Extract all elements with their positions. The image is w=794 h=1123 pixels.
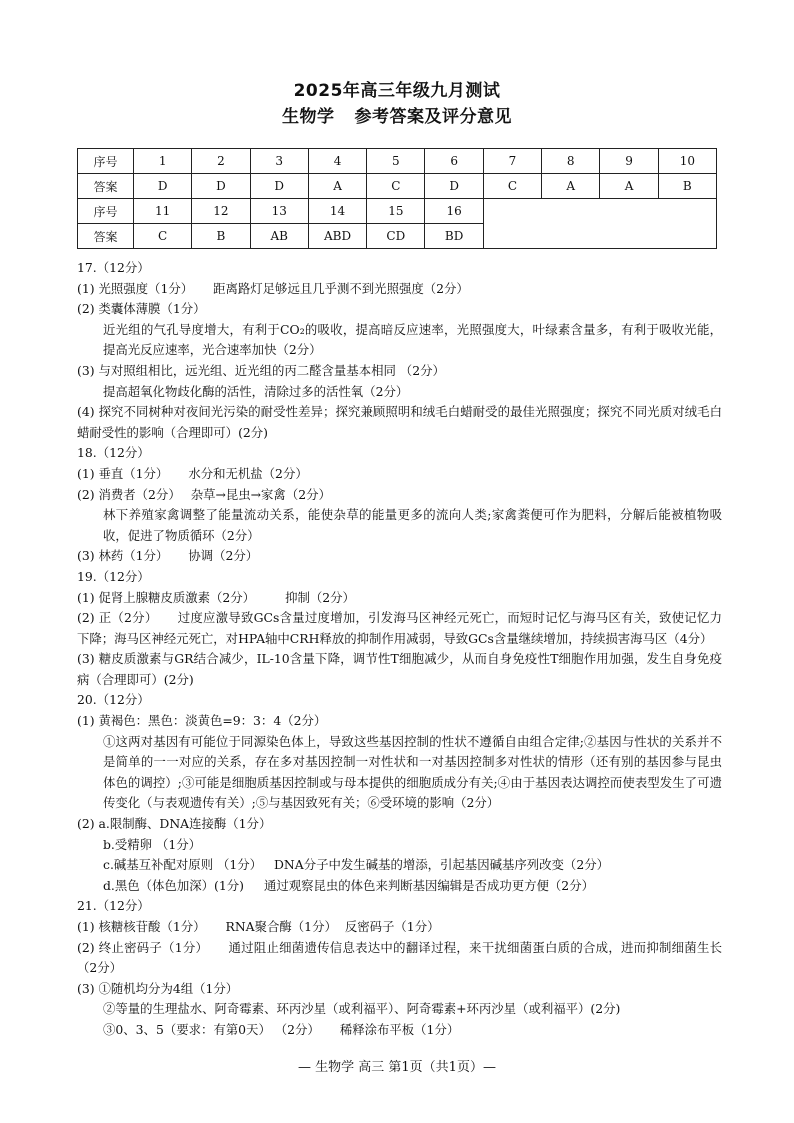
- question-21-part-3a: (3) ①随机均分为4组（1分）: [77, 980, 239, 996]
- question-21-part-2: [77, 938, 722, 979]
- question-17-part-3: (3) 与对照组相比，远光组、近光组的丙二醛含量基本相同 （2分）: [77, 362, 445, 378]
- answer-text: (2) 消费者（2分）: [77, 486, 181, 502]
- question-number: 10: [658, 149, 716, 174]
- question-21-part-3b: ②等量的生理盐水、阿奇霉素、环丙沙星（或利福平）、阿奇霉素+环丙沙星（或利福平）(2分): [103, 1001, 621, 1017]
- answer-cell: CD: [367, 224, 425, 249]
- answer-cell: ABD: [308, 224, 366, 249]
- question-20-part-2d: [77, 876, 722, 897]
- question-19-part-2: [77, 608, 722, 649]
- subject-name: 生物学: [282, 107, 335, 127]
- question-21-part-3c: [77, 1020, 722, 1041]
- question-number: 9: [600, 149, 658, 174]
- answer-text: (1) 核糖核苷酸（1分）: [77, 919, 206, 934]
- answer-text: 通过阻止细菌遗传信息表达中的翻译过程，来干扰细菌蛋白质的合成，进而抑制细菌生长（2分）: [77, 939, 723, 976]
- table-row: [78, 149, 717, 174]
- question-17-part-2: (2) 类囊体薄膜（1分）: [77, 301, 206, 317]
- question-number: 1: [134, 149, 192, 174]
- answer-content: [77, 258, 722, 1041]
- answer-text: (2) 终止密码子（1分）: [77, 939, 209, 955]
- question-number: 14: [308, 199, 366, 224]
- question-number: 12: [192, 199, 250, 224]
- question-19-heading: 19.（12分）: [77, 568, 150, 584]
- answer-cell: BD: [425, 224, 483, 249]
- question-21-part-1: [77, 917, 722, 938]
- answer-cell: D: [192, 174, 250, 199]
- question-18-heading: 18.（12分）: [77, 445, 150, 461]
- answer-cell: D: [134, 174, 192, 199]
- answer-text: 距离路灯足够远且几乎测不到光照强度（2分）: [213, 280, 469, 296]
- question-19-part-3: (3) 糖皮质激素与GR结合减少，IL-10含量下降，调节性T细胞减少，从而自身免疫性T细胞作用加强，发生自身免疫病（合理即可）(2分): [77, 651, 722, 687]
- question-number: 16: [425, 199, 483, 224]
- document-name: 参考答案及评分意见: [354, 107, 512, 127]
- question-17-part-4: (4) 探究不同树种对夜间光污染的耐受性差异；探究兼顾照明和绒毛白蜡耐受的最佳光照强度；探究不同光质对绒毛白蜡耐受性的影响（合理即可）(2分): [77, 404, 722, 440]
- answer-text: 反密码子（1分）: [344, 919, 440, 934]
- question-17-part-2-explanation: 近光组的气孔导度增大，有利于CO₂的吸收，提高暗反应速率，光照强度大，叶绿素含量多，有利于吸收光能，提高光反应速率，光合速率加快（2分）: [103, 321, 722, 358]
- answer-text: 水分和无机盐（2分）: [188, 465, 308, 481]
- question-18-part-3: [77, 546, 722, 567]
- question-number: 8: [542, 149, 600, 174]
- answer-text: RNA聚合酶（1分）: [225, 919, 337, 934]
- answer-cell: C: [134, 224, 192, 249]
- answer-cell: D: [250, 174, 308, 199]
- question-20-heading: 20.（12分）: [77, 692, 150, 708]
- answer-cell: B: [192, 224, 250, 249]
- question-19-part-1: [77, 588, 722, 609]
- answer-key-table: [77, 148, 717, 249]
- question-number: 13: [250, 199, 308, 224]
- question-18-part-2-explanation: 林下养殖家禽调整了能量流动关系，能使杂草的能量更多的流向人类;家禽粪便可作为肥料，分解后能被植物吸收，促进了物质循环（2分）: [103, 507, 722, 543]
- question-number: 3: [250, 149, 308, 174]
- answer-text: (2) 正（2分）: [77, 610, 158, 626]
- answer-text: (1) 光照强度（1分）: [77, 280, 194, 296]
- answer-cell: AB: [250, 224, 308, 249]
- row-label-answer: 答案: [78, 224, 134, 249]
- question-17-heading: 17.（12分）: [77, 260, 150, 275]
- answer-cell: A: [542, 174, 600, 199]
- answer-text: (1) 促肾上腺糖皮质激素（2分）: [77, 589, 256, 605]
- empty-cell: [483, 199, 716, 249]
- page-title: 2025年高三年级九月测试: [293, 81, 501, 101]
- row-label-number: 序号: [78, 199, 134, 224]
- answer-cell: A: [600, 174, 658, 199]
- answer-text: ③0、3、5（要求：有第0天） （2分）: [103, 1021, 320, 1037]
- question-number: 4: [308, 149, 366, 174]
- question-18-part-2: [77, 485, 722, 506]
- question-20-part-1: (1) 黄褐色：黑色：淡黄色=9：3：4（2分）: [77, 713, 327, 729]
- answer-text: c.碱基互补配对原则 （1分）: [103, 857, 262, 873]
- page-subtitle: [0, 102, 794, 127]
- table-row: [78, 199, 717, 224]
- answer-cell: C: [483, 174, 541, 199]
- answer-text: 过度应激导致GCs含量过度增加，引发海马区神经元死亡，而短时记忆与海马区有关，致使记忆力下降；海马区神经元死亡，对HPA轴中CRH释放的抑制作用减弱，导致GCs含量继续增加，持续损害海马区（4分）: [77, 610, 722, 646]
- question-number: 7: [483, 149, 541, 174]
- question-20-part-2a: (2) a.限制酶、DNA连接酶（1分）: [77, 816, 272, 832]
- question-number: 11: [134, 199, 192, 224]
- page-footer: — 生物学 高三 第1页（共1页）—: [298, 1060, 496, 1075]
- answer-text: (1) 垂直（1分）: [77, 465, 169, 481]
- answer-text: 通过观察昆虫的体色来判断基因编辑是否成功更方便（2分）: [263, 877, 594, 893]
- question-20-part-2c: [77, 855, 722, 876]
- answer-cell: C: [367, 174, 425, 199]
- answer-text: 稀释涂布平板（1分）: [339, 1021, 460, 1037]
- question-21-heading: 21.（12分）: [77, 898, 150, 914]
- answer-text: 协调（2分）: [188, 548, 259, 564]
- answer-cell: B: [658, 174, 716, 199]
- question-number: 6: [425, 149, 483, 174]
- question-18-part-1: [77, 464, 722, 485]
- answer-text: DNA分子中发生碱基的增添，引起基因碱基序列改变（2分）: [274, 857, 609, 873]
- answer-cell: D: [425, 174, 483, 199]
- row-label-answer: 答案: [78, 174, 134, 199]
- answer-text: 抑制（2分）: [285, 589, 355, 605]
- question-17-part-1: [77, 279, 722, 300]
- answer-text: (3) 林药（1分）: [77, 548, 169, 564]
- row-label-number: 序号: [78, 149, 134, 174]
- question-number: 15: [367, 199, 425, 224]
- question-20-part-1-explanation: ①这两对基因有可能位于同源染色体上，导致这些基因控制的性状不遵循自由组合定律;②基因与性状的关系并不是简单的一一对应的关系，存在多对基因控制一对性状和一对基因控制多对性状的情形（还有别的基因参与昆虫体色的调控）;③可能是细胞质基因控制或与母本提供的细胞质成分有关;④由于基因表达调控而使表型发生了可遗传变化（与表观遗传有关）;⑤与基因致死有关；⑥受环境的影响（2分）: [103, 733, 722, 811]
- answer-text: d.黑色（体色加深）(1分): [103, 877, 244, 893]
- answer-cell: A: [308, 174, 366, 199]
- question-number: 2: [192, 149, 250, 174]
- answer-text: 杂草→昆虫→家禽（2分）: [190, 486, 331, 502]
- question-20-part-2b: b.受精卵 （1分）: [103, 836, 202, 852]
- question-17-part-3-explanation: 提高超氧化物歧化酶的活性，清除过多的活性氧（2分）: [103, 383, 409, 399]
- question-number: 5: [367, 149, 425, 174]
- table-row: [78, 174, 717, 199]
